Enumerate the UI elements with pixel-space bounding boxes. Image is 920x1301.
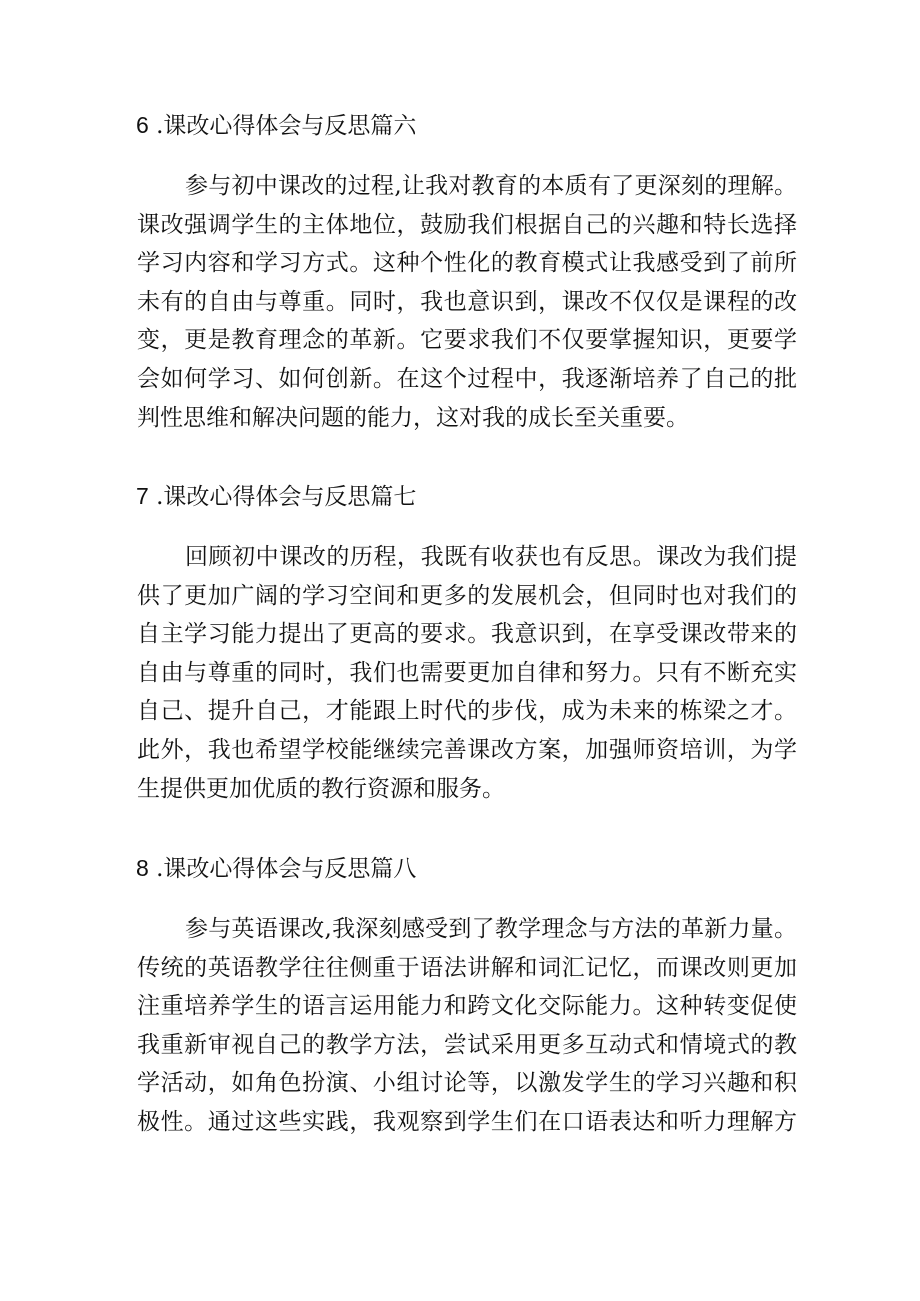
- paragraph-line: 参与初中课改的过程,让我对教育的本质有了更深刻的理解。: [185, 173, 797, 199]
- section-title: .课改心得体会与反思篇六: [156, 113, 417, 139]
- section-number: 6: [136, 112, 149, 138]
- paragraph-line: 回顾初中课改的历程，我既有收获也有反思。课改为我们提: [185, 544, 797, 570]
- section-heading-6: [136, 110, 416, 141]
- paragraph-line: 生提供更加优质的教行资源和服务。: [137, 775, 505, 802]
- paragraph-line: 此外，我也希望学校能继续完善课改方案，加强师资培训，为学: [137, 736, 797, 763]
- paragraph-line: 判性思维和解决问题的能力，这对我的成长至关重要。: [137, 404, 689, 431]
- paragraph-line: 变，更是教育理念的革新。它要求我们不仅要掌握知识，更要学: [137, 327, 797, 354]
- section-number: 7: [136, 483, 149, 509]
- section-paragraph-6: [137, 167, 797, 437]
- paragraph-line: 传统的英语教学往往侧重于语法讲解和词汇记忆，而课改则更加: [137, 954, 797, 981]
- section-title: .课改心得体会与反思篇七: [156, 484, 417, 510]
- section-title: .课改心得体会与反思篇八: [156, 856, 417, 882]
- paragraph-line: 会如何学习、如何创新。在这个过程中，我逐渐培养了自己的批: [137, 365, 797, 392]
- section-paragraph-7: [137, 538, 797, 808]
- section-paragraph-8: [137, 910, 797, 1142]
- paragraph-line: 自己、提升自己，才能跟上时代的步伐，成为未来的栋梁之才。: [137, 698, 797, 725]
- paragraph-line: 供了更加广阔的学习空间和更多的发展机会，但同时也对我们的: [137, 582, 797, 609]
- section-number: 8: [136, 855, 149, 881]
- paragraph-line: 课改强调学生的主体地位，鼓励我们根据自己的兴趣和特长选择: [137, 211, 797, 238]
- paragraph-line: 自由与尊重的同时，我们也需要更加自律和努力。只有不断充实: [137, 659, 797, 686]
- paragraph-line: 注重培养学生的语言运用能力和跨文化交际能力。这种转变促使: [137, 993, 797, 1020]
- paragraph-line: 我重新审视自己的教学方法，尝试采用更多互动式和情境式的教: [137, 1031, 797, 1058]
- paragraph-line: 学活动，如角色扮演、小组讨论等，以激发学生的学习兴趣和积: [137, 1070, 797, 1097]
- paragraph-line: 极性。通过这些实践，我观察到学生们在口语表达和听力理解方: [137, 1108, 797, 1135]
- paragraph-line: 参与英语课改,我深刻感受到了教学理念与方法的革新力量。: [185, 916, 797, 942]
- section-heading-7: [136, 481, 416, 512]
- paragraph-line: 自主学习能力提出了更高的要求。我意识到，在享受课改带来的: [137, 621, 797, 648]
- section-heading-8: [136, 853, 416, 884]
- paragraph-line: 未有的自由与尊重。同时，我也意识到，课改不仅仅是课程的改: [137, 288, 797, 315]
- paragraph-line: 学习内容和学习方式。这种个性化的教育模式让我感受到了前所: [137, 250, 797, 277]
